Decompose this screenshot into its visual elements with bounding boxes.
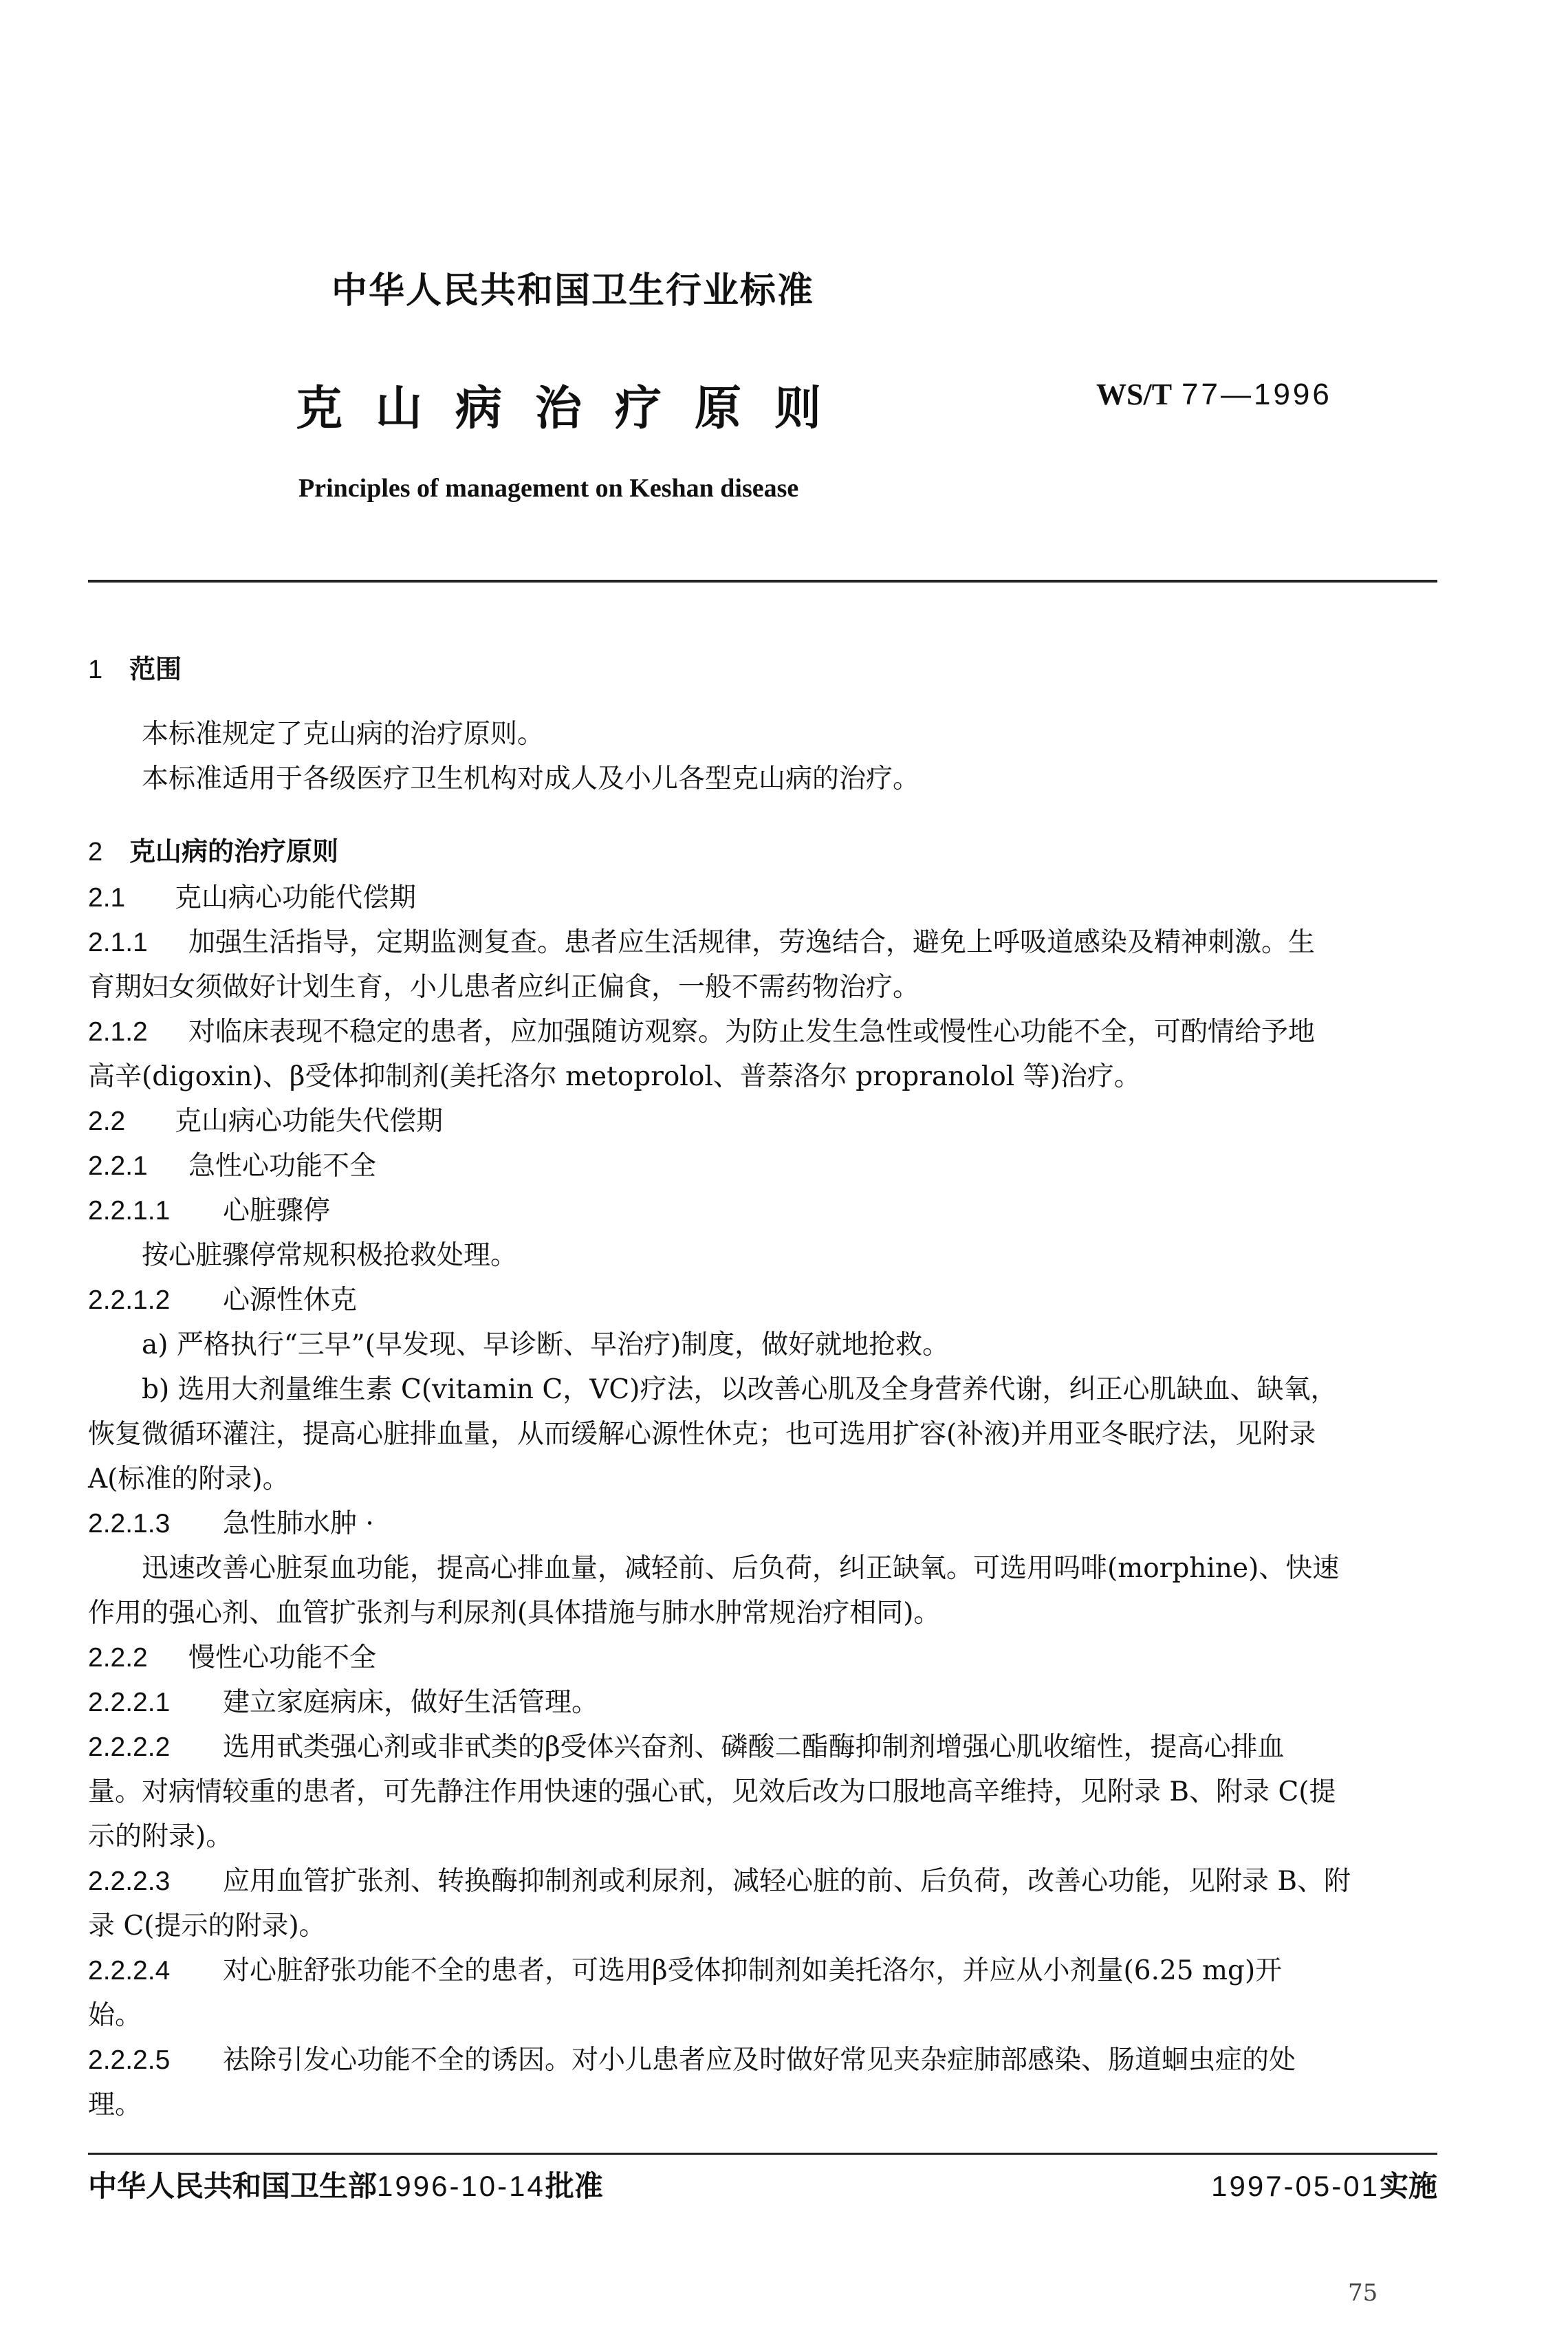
clause-text: A(标准的附录)。: [88, 1464, 290, 1494]
clause-line: [88, 1278, 1437, 1323]
clause-text: 克山病心功能失代偿期: [175, 1106, 444, 1137]
clause-number: 2.2.2.3: [88, 1867, 171, 1896]
clause-line: [88, 1144, 1437, 1188]
clause-text: a) 严格执行“三早”(早发现、早诊断、早治疗)制度，做好就地抢救。: [142, 1329, 950, 1360]
clause-list: [88, 876, 1437, 2127]
clause-text: 作用的强心剂、血管扩张剂与利尿剂(具体措施与肺水肿常规治疗相同)。: [88, 1598, 941, 1629]
clause-line: [88, 920, 1437, 965]
clause-number: 2.2.1.3: [88, 1509, 171, 1539]
clause-line: [88, 1099, 1437, 1144]
clause-line: [88, 1546, 1437, 1591]
approval-date: 1996-10-14: [377, 2170, 545, 2202]
clause-number: 2.2.2.5: [88, 2045, 171, 2075]
effective-suffix: 实施: [1379, 2169, 1437, 2203]
clause-number: 2.2: [88, 1107, 126, 1136]
effective-line: [1211, 2164, 1437, 2205]
english-title: Principles of management on Keshan disease: [298, 474, 799, 503]
clause-line: [88, 1770, 1437, 1814]
clause-text: 选用甙类强心剂或非甙类的β受体兴奋剂、磷酸二酯酶抑制剂增强心肌收缩性，提高心排血: [223, 1732, 1285, 1763]
clause-number: 2.2.2.1: [88, 1688, 171, 1717]
section-heading-space: [88, 831, 1437, 876]
clause-number: 2.2.2: [88, 1643, 148, 1673]
clause-number: 2.2.2.4: [88, 1956, 171, 1986]
clause-text: 急性肺水肿 ·: [223, 1508, 374, 1539]
section-gap: [88, 801, 1437, 831]
clause-line: [88, 876, 1437, 920]
clause-line: [88, 1054, 1437, 1099]
clause-line: [88, 1010, 1437, 1054]
footer-divider: [88, 2153, 1437, 2155]
clause-line: [88, 1725, 1437, 1770]
clause-line: [88, 1233, 1437, 1278]
clause-number: 2.1: [88, 883, 126, 913]
clause-text: 急性心功能不全: [188, 1151, 377, 1182]
clause-text: 录 C(提示的附录)。: [88, 1911, 326, 1942]
clause-text: 心源性休克: [223, 1285, 358, 1316]
clause-text: 慢性心功能不全: [188, 1642, 377, 1673]
approval-suffix: 批准: [545, 2169, 603, 2203]
clause-line: [88, 1680, 1437, 1725]
clause-line: [88, 1501, 1437, 1546]
page-number: 75: [1348, 2279, 1378, 2307]
clause-text: b) 选用大剂量维生素 C(vitamin C，VC)疗法，以改善心肌及全身营养代谢，纠正心肌缺血、缺氧，: [142, 1374, 1338, 1405]
clause-text: 祛除引发心功能不全的诱因。对小儿患者应及时做好常见夹杂症肺部感染、肠道蛔虫症的处: [223, 2045, 1296, 2076]
clause-text: 示的附录)。: [88, 1821, 233, 1852]
clause-line: [88, 1457, 1437, 1501]
issuing-agency: 中华人民共和国卫生行业标准: [331, 270, 815, 312]
section-number: 2: [88, 838, 103, 867]
clause-line: [88, 1367, 1437, 1412]
clause-text: 恢复微循环灌注，提高心脏排血量，从而缓解心源性休克；也可选用扩容(补液)并用亚冬眠疗法，见附录: [88, 1419, 1316, 1450]
clause-line: [88, 1323, 1437, 1367]
section-title: 范围: [129, 654, 182, 684]
clause-line: [88, 1591, 1437, 1635]
document-title: 克山病治疗原则: [296, 382, 855, 436]
clause-number: 2.2.1.2: [88, 1285, 171, 1315]
clause-line: [88, 1859, 1437, 1904]
clause-text: 对心脏舒张功能不全的患者，可选用β受体抑制剂如美托洛尔，并应从小剂量(6.25 mg)开: [223, 1955, 1283, 1986]
clause-line: [88, 1188, 1437, 1233]
clause-text: 克山病心功能代偿期: [175, 882, 417, 913]
section-number: 1: [88, 655, 103, 684]
clause-line: [88, 1904, 1437, 1948]
scope-paragraph: 本标准规定了克山病的治疗原则。: [142, 719, 545, 750]
clause-text: 应用血管扩张剂、转换酶抑制剂或利尿剂，减轻心脏的前、后负荷，改善心功能，见附录 B、附: [223, 1866, 1351, 1897]
section-1-heading: [88, 648, 182, 686]
clause-number: 2.1.2: [88, 1017, 148, 1047]
clause-text: 心脏骤停: [223, 1195, 331, 1226]
effective-date: 1997-05-01: [1211, 2170, 1380, 2202]
clause-text: 理。: [88, 2089, 142, 2120]
clause-text: 加强生活指导，定期监测复查。患者应生活规律，劳逸结合，避免上呼吸道感染及精神刺激。生: [188, 927, 1316, 958]
document-body: [88, 712, 1437, 2127]
clause-line: [88, 965, 1437, 1010]
clause-line: [88, 1412, 1437, 1457]
clause-number: 2.2.1: [88, 1151, 148, 1181]
clause-line: [88, 1993, 1437, 2038]
clause-number: 2.2.1.1: [88, 1196, 171, 1226]
clause-text: 按心脏骤停常规积极抢救处理。: [142, 1240, 518, 1271]
clause-number: 2.1.1: [88, 928, 148, 957]
clause-text: 高辛(digoxin)、β受体抑制剂(美托洛尔 metoprolol、普萘洛尔 propranolol 等)治疗。: [88, 1061, 1141, 1092]
standard-code: 77—1996: [1182, 378, 1332, 411]
standard-prefix: WS/T: [1096, 378, 1173, 411]
clause-text: 建立家庭病床，做好生活管理。: [223, 1687, 599, 1718]
header-divider: [88, 580, 1437, 583]
standard-number: [1096, 377, 1332, 412]
approval-line: [88, 2164, 603, 2205]
clause-text: 迅速改善心脏泵血功能，提高心排血量，减轻前、后负荷，纠正缺氧。可选用吗啡(morphine)、快速: [142, 1553, 1340, 1584]
clause-text: 始。: [88, 2000, 142, 2031]
clause-line: [88, 1948, 1437, 1993]
clause-number: 2.2.2.2: [88, 1732, 171, 1762]
clause-line: [88, 1635, 1437, 1680]
clause-line: [88, 2038, 1437, 2083]
scope-paragraph: 本标准适用于各级医疗卫生机构对成人及小儿各型克山病的治疗。: [142, 763, 920, 794]
approval-org: 中华人民共和国卫生部: [88, 2169, 378, 2203]
clause-text: 量。对病情较重的患者，可先静注作用快速的强心甙，见效后改为口服地高辛维持，见附录 B、附录 C(提: [88, 1776, 1336, 1807]
section-title: 克山病的治疗原则: [129, 836, 339, 867]
clause-line: [88, 2083, 1437, 2127]
clause-text: 育期妇女须做好计划生育，小儿患者应纠正偏食，一般不需药物治疗。: [88, 972, 920, 1003]
clause-line: [88, 1814, 1437, 1859]
clause-text: 对临床表现不稳定的患者，应加强随访观察。为防止发生急性或慢性心功能不全，可酌情给予地: [188, 1017, 1316, 1047]
